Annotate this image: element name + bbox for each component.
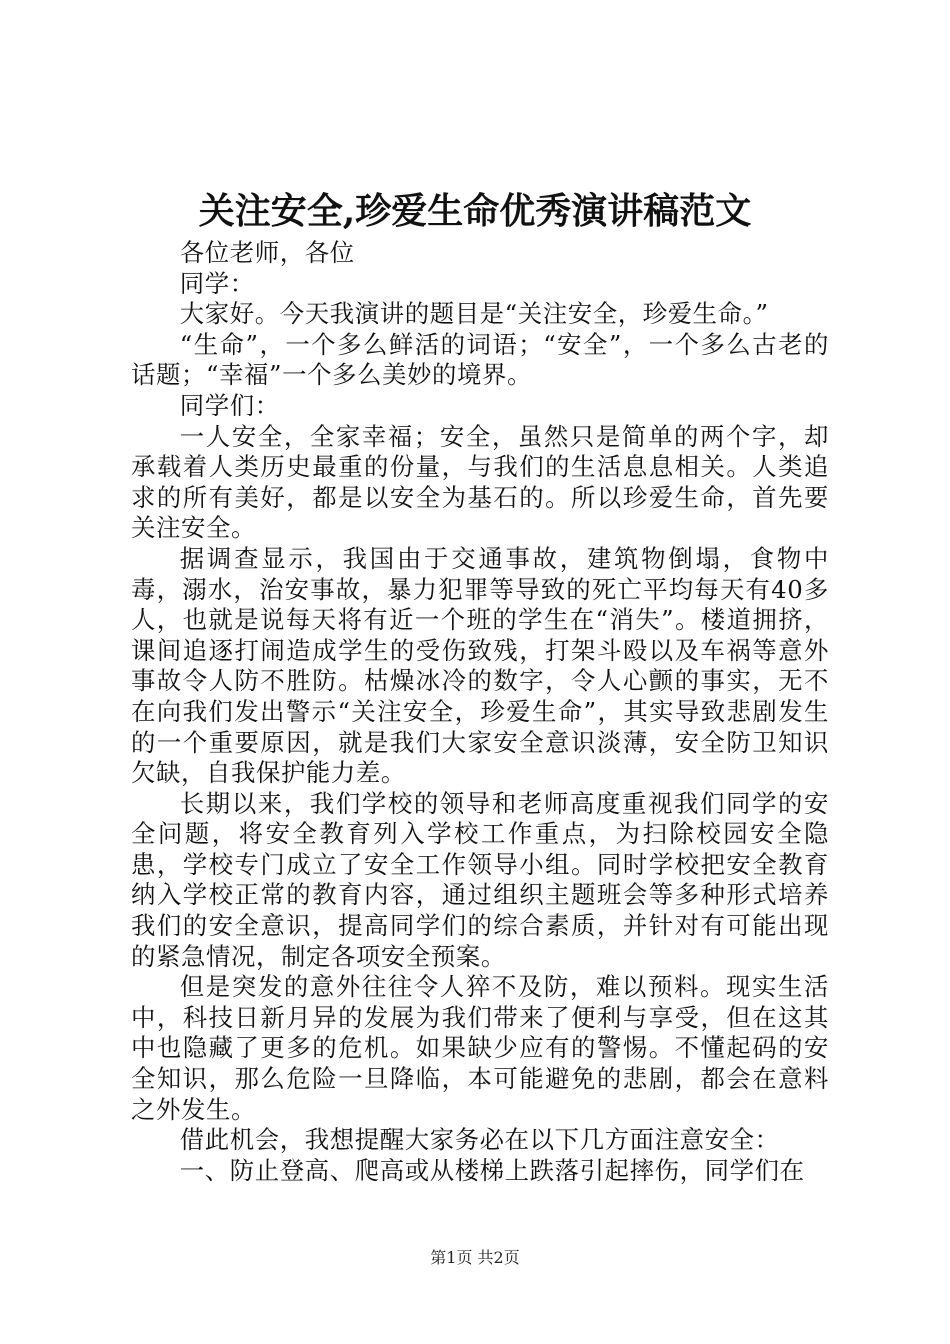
- salutation-line-2: 同学：: [179, 268, 255, 298]
- paragraph: 但是突发的意外往往令人猝不及防，难以预料。现实生活中，科技日新月异的发展为我们带来了便利与享受，但在这其中也隐藏了更多的危机。如果缺少应有的警惕。不懂起码的安全知识，那么危险一旦降临，本可能避免的悲剧，都会在意料之外发生。: [131, 972, 829, 1124]
- paragraph: 大家好。今天我演讲的题目是“关注安全，珍爱生命。”: [179, 299, 769, 329]
- document-body: [131, 238, 829, 1186]
- paragraph: “生命”，一个多么鲜活的词语；“安全”，一个多么古老的话题；“幸福”一个多么美妙的境界。: [131, 329, 829, 390]
- salutation-line-1: 各位老师，各位: [179, 238, 355, 267]
- paragraph: 同学们：: [179, 390, 280, 420]
- page-footer: 第1页 共2页: [430, 1248, 520, 1267]
- paragraph: 长期以来，我们学校的领导和老师高度重视我们同学的安全问题，将安全教育列入学校工作重点，为扫除校园安全隐患，学校专门成立了安全工作领导小组。同时学校把安全教育纳入学校正常的教育内容，通过组织主题班会等多种形式培养我们的安全意识，提高同学们的综合素质，并针对有可能出现的紧急情况，制定各项安全预案。: [131, 788, 829, 971]
- document-title: 关注安全,珍爱生命优秀演讲稿范文: [198, 190, 752, 232]
- paragraph: 借此机会，我想提醒大家务必在以下几方面注意安全：: [179, 1125, 780, 1155]
- paragraph: 一、防止登高、爬高或从楼梯上跌落引起摔伤，同学们在: [179, 1155, 805, 1185]
- paragraph: 据调查显示，我国由于交通事故，建筑物倒塌，食物中毒，溺水，治安事故，暴力犯罪等导致的死亡平均每天有40多人，也就是说每天将有近一个班的学生在“消失”。楼道拥挤，课间追逐打闹造成学生的受伤致残，打架斗殴以及车祸等意外事故令人防不胜防。枯燥冰冷的数字，令人心颤的事实，无不在向我们发出警示“关注安全，珍爱生命”，其实导致悲剧发生的一个重要原因，就是我们大家安全意识淡薄，安全防卫知识欠缺，自我保护能力差。: [131, 543, 829, 788]
- paragraph: 一人安全，全家幸福；安全，虽然只是简单的两个字，却承载着人类历史最重的份量，与我们的生活息息相关。人类追求的所有美好，都是以安全为基石的。所以珍爱生命，首先要关注安全。: [131, 421, 829, 543]
